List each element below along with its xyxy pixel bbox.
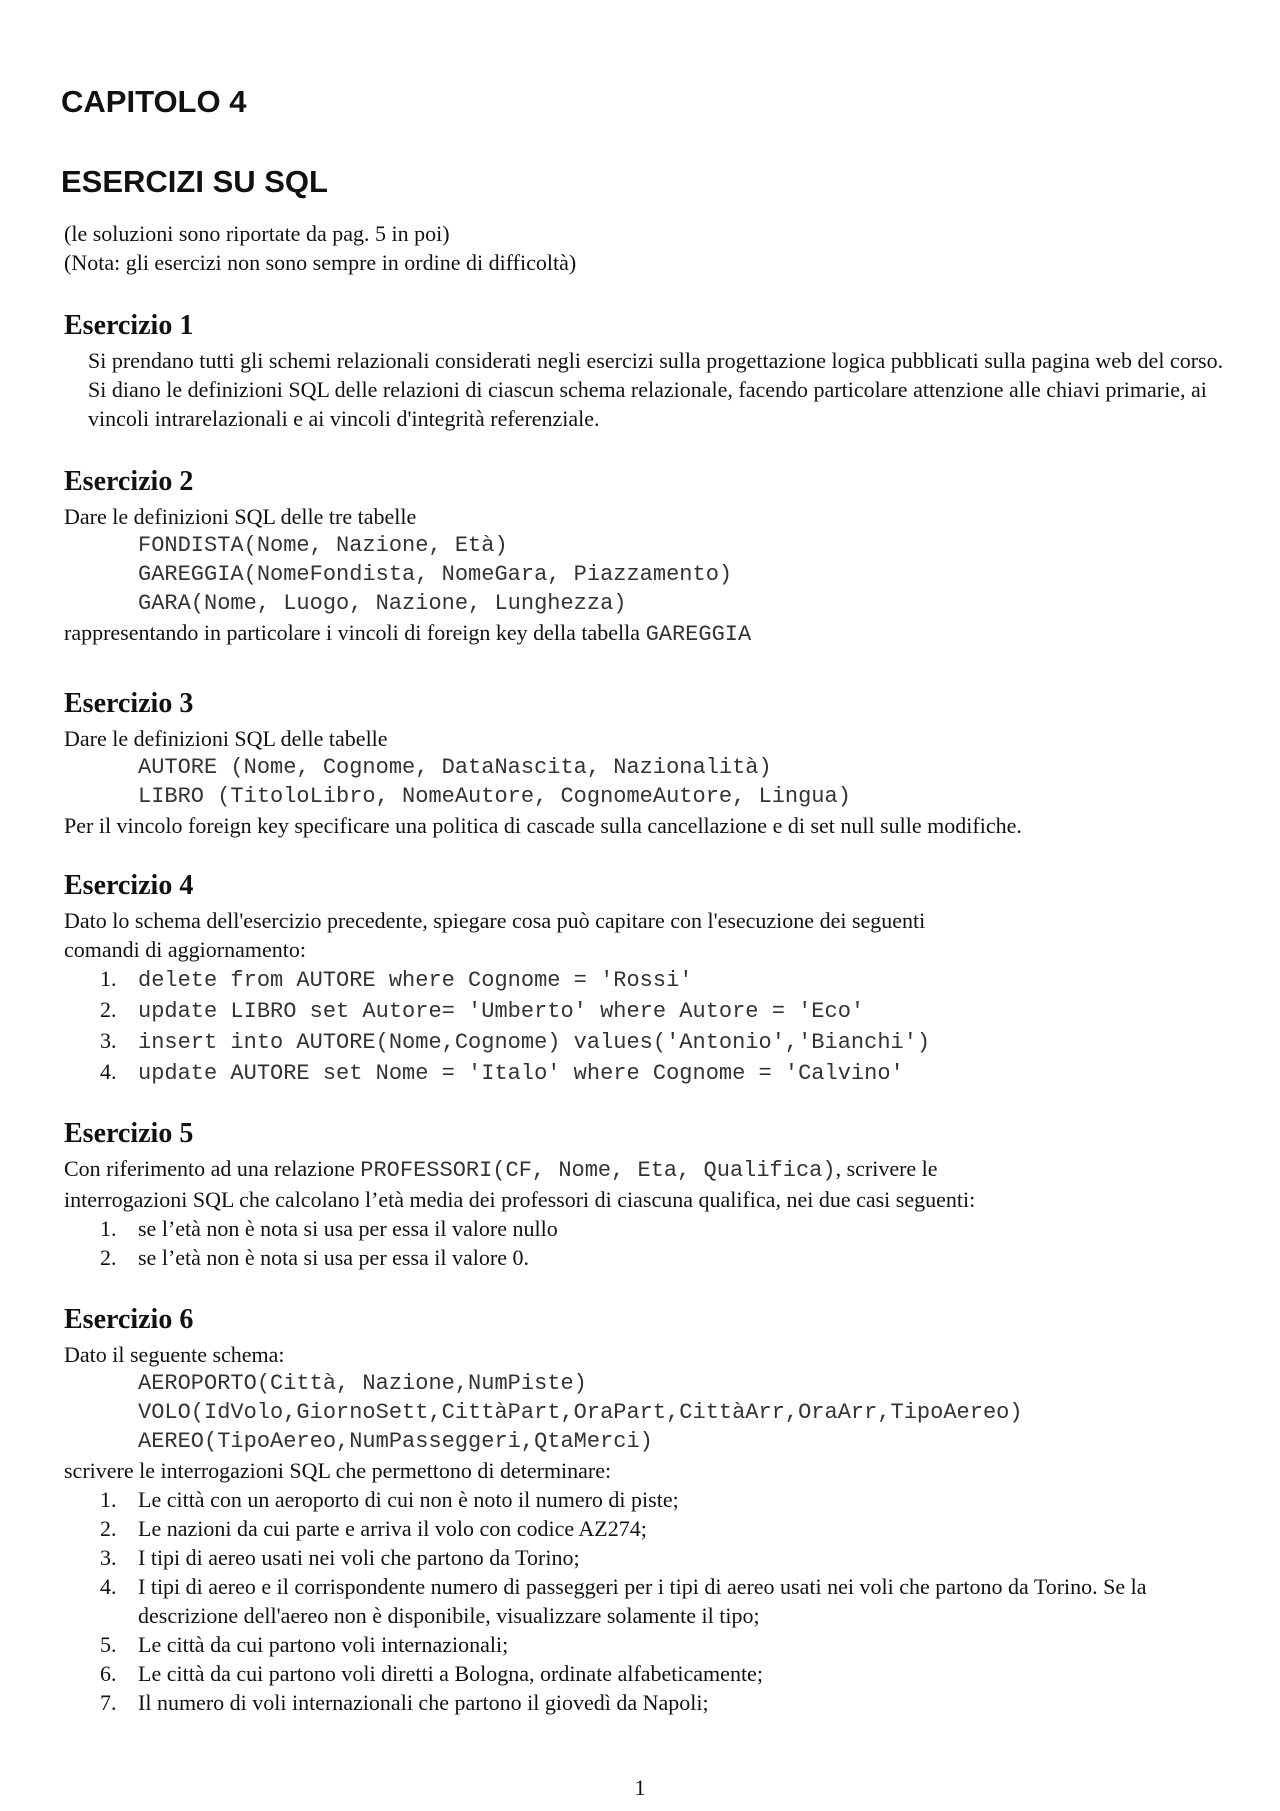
solutions-note: (le soluzioni sono riportate da pag. 5 in poi)	[64, 221, 450, 246]
difficulty-note: (Nota: gli esercizi non sono sempre in ordine di difficoltà)	[64, 250, 577, 275]
exercise-3-intro: Dare le definizioni SQL delle tabelle	[64, 726, 388, 751]
list-item-text: Le città da cui partono voli diretti a Bologna, ordinate alfabeticamente;	[138, 1661, 763, 1686]
exercise-4-intro-line: Dato lo schema dell'esercizio precedente, spiegare cosa può capitare con l'esecuzione dei seguenti	[64, 908, 926, 933]
exercise-2-title: Esercizio 2	[64, 466, 194, 497]
list-item-text: Le città da cui partono voli internazionali;	[138, 1632, 509, 1657]
code-line: GAREGGIA(NomeFondista, NomeGara, Piazzamento)	[138, 562, 733, 587]
list-item-code: insert into AUTORE(Nome,Cognome) values('Antonio','Bianchi')	[138, 1030, 931, 1055]
page-number: 1	[634, 1775, 646, 1800]
list-item	[64, 1057, 1244, 1088]
list-item	[64, 995, 1244, 1026]
list-number: 5.	[100, 1632, 117, 1657]
exercise-6-list	[64, 1485, 1244, 1717]
code-line: AEREO(TipoAereo,NumPasseggeri,QtaMerci)	[138, 1429, 653, 1454]
exercise-5-intro-line	[64, 1154, 1244, 1185]
chapter-heading: CAPITOLO 4	[61, 84, 247, 119]
exercise-1-text: Si prendano tutti gli schemi relazionali considerati negli esercizi sulla progettazione logica pubblicati sulla pagina web del corso. Si diano le definizioni SQL delle relazioni di ciascun schema relazionale, facendo particolare attenzione alle chiavi primarie, ai vincoli intrarelazionali e ai vincoli d'integrità referenziale.	[88, 348, 1224, 431]
list-number: 2.	[100, 1516, 117, 1541]
code-line: AEROPORTO(Città, Nazione,NumPiste)	[138, 1371, 587, 1396]
inline-code: PROFESSORI(CF, Nome, Eta, Qualifica)	[360, 1158, 836, 1183]
list-item-code: update AUTORE set Nome = 'Italo' where Cognome = 'Calvino'	[138, 1061, 904, 1086]
exercise-5-title: Esercizio 5	[64, 1118, 194, 1149]
exercise-3-title: Esercizio 3	[64, 688, 194, 719]
exercise-2-intro: Dare le definizioni SQL delle tre tabelle	[64, 504, 417, 529]
list-item	[64, 1659, 1244, 1688]
list-item-text: Le nazioni da cui parte e arriva il volo con codice AZ274;	[138, 1516, 647, 1541]
exercise-6-title: Esercizio 6	[64, 1304, 194, 1335]
list-item	[64, 1630, 1244, 1659]
list-item-text: Le città con un aeroporto di cui non è noto il numero di piste;	[138, 1487, 679, 1512]
list-item-code: delete from AUTORE where Cognome = 'Rossi'	[138, 968, 693, 993]
list-item-text: Il numero di voli internazionali che partono il giovedì da Napoli;	[138, 1690, 709, 1715]
list-number: 1.	[100, 966, 117, 991]
list-item	[64, 1543, 1244, 1572]
list-number: 1.	[100, 1487, 117, 1512]
exercise-4-intro-line: comandi di aggiornamento:	[64, 937, 306, 962]
code-line: VOLO(IdVolo,GiornoSett,CittàPart,OraPart,CittàArr,OraArr,TipoAereo)	[138, 1400, 1023, 1425]
exercise-6-outro: scrivere le interrogazioni SQL che permettono di determinare:	[64, 1458, 612, 1483]
code-line: GARA(Nome, Luogo, Nazione, Lunghezza)	[138, 591, 627, 616]
exercise-5	[64, 1116, 1244, 1272]
exercise-4-title: Esercizio 4	[64, 870, 194, 901]
list-number: 7.	[100, 1690, 117, 1715]
code-line: AUTORE (Nome, Cognome, DataNascita, Nazionalità)	[138, 755, 772, 780]
exercise-1	[64, 308, 1244, 433]
list-item	[64, 1243, 1244, 1272]
list-item-text: I tipi di aereo usati nei voli che partono da Torino;	[138, 1545, 580, 1570]
inline-code: GAREGGIA	[645, 622, 752, 647]
exercise-1-title: Esercizio 1	[64, 310, 194, 341]
list-item	[64, 1026, 1244, 1057]
list-item-text: se l’età non è nota si usa per essa il valore nullo	[138, 1216, 558, 1241]
list-item-text: se l’età non è nota si usa per essa il valore 0.	[138, 1245, 529, 1270]
list-item	[64, 1485, 1244, 1514]
exercise-2-outro-text: rappresentando in particolare i vincoli di foreign key della tabella	[64, 620, 646, 645]
exercise-2	[64, 464, 1244, 649]
list-number: 6.	[100, 1661, 117, 1686]
list-item	[64, 1214, 1244, 1243]
list-number: 1.	[100, 1216, 117, 1241]
code-line: LIBRO (TitoloLibro, NomeAutore, CognomeAutore, Lingua)	[138, 784, 851, 809]
list-number: 2.	[100, 1245, 117, 1270]
exercise-5-intro-pre: Con riferimento ad una relazione	[64, 1156, 361, 1181]
list-number: 3.	[100, 1028, 117, 1053]
list-item	[64, 964, 1244, 995]
list-item-text: I tipi di aereo e il corrispondente numero di passeggeri per i tipi di aereo usati nei voli che partono da Torino. Se la descrizione dell'aereo non è disponibile, visualizzare solamente il tipo;	[138, 1574, 1147, 1628]
exercise-4-list	[64, 964, 1244, 1088]
list-item	[64, 1688, 1244, 1717]
exercise-3-outro: Per il vincolo foreign key specificare una politica di cascade sulla cancellazione e di set null sulle modifiche.	[64, 813, 1022, 838]
list-number: 4.	[100, 1059, 117, 1084]
list-item	[64, 1514, 1244, 1543]
exercise-6-intro: Dato il seguente schema:	[64, 1342, 285, 1367]
code-line: FONDISTA(Nome, Nazione, Età)	[138, 533, 508, 558]
exercise-2-outro	[64, 618, 1244, 649]
intro-notes	[64, 219, 576, 277]
exercise-3	[64, 686, 1244, 840]
page-title: ESERCIZI SU SQL	[61, 164, 328, 199]
exercise-5-intro-post: , scrivere le	[835, 1156, 938, 1181]
list-item	[64, 1572, 1244, 1630]
list-item-code: update LIBRO set Autore= 'Umberto' where Autore = 'Eco'	[138, 999, 865, 1024]
list-number: 4.	[100, 1574, 117, 1599]
exercise-6	[64, 1302, 1244, 1717]
list-number: 3.	[100, 1545, 117, 1570]
list-number: 2.	[100, 997, 117, 1022]
exercise-4	[64, 868, 1244, 1088]
exercise-5-list	[64, 1214, 1244, 1272]
exercise-5-intro-line: interrogazioni SQL che calcolano l’età media dei professori di ciascuna qualifica, nei due casi seguenti:	[64, 1187, 976, 1212]
